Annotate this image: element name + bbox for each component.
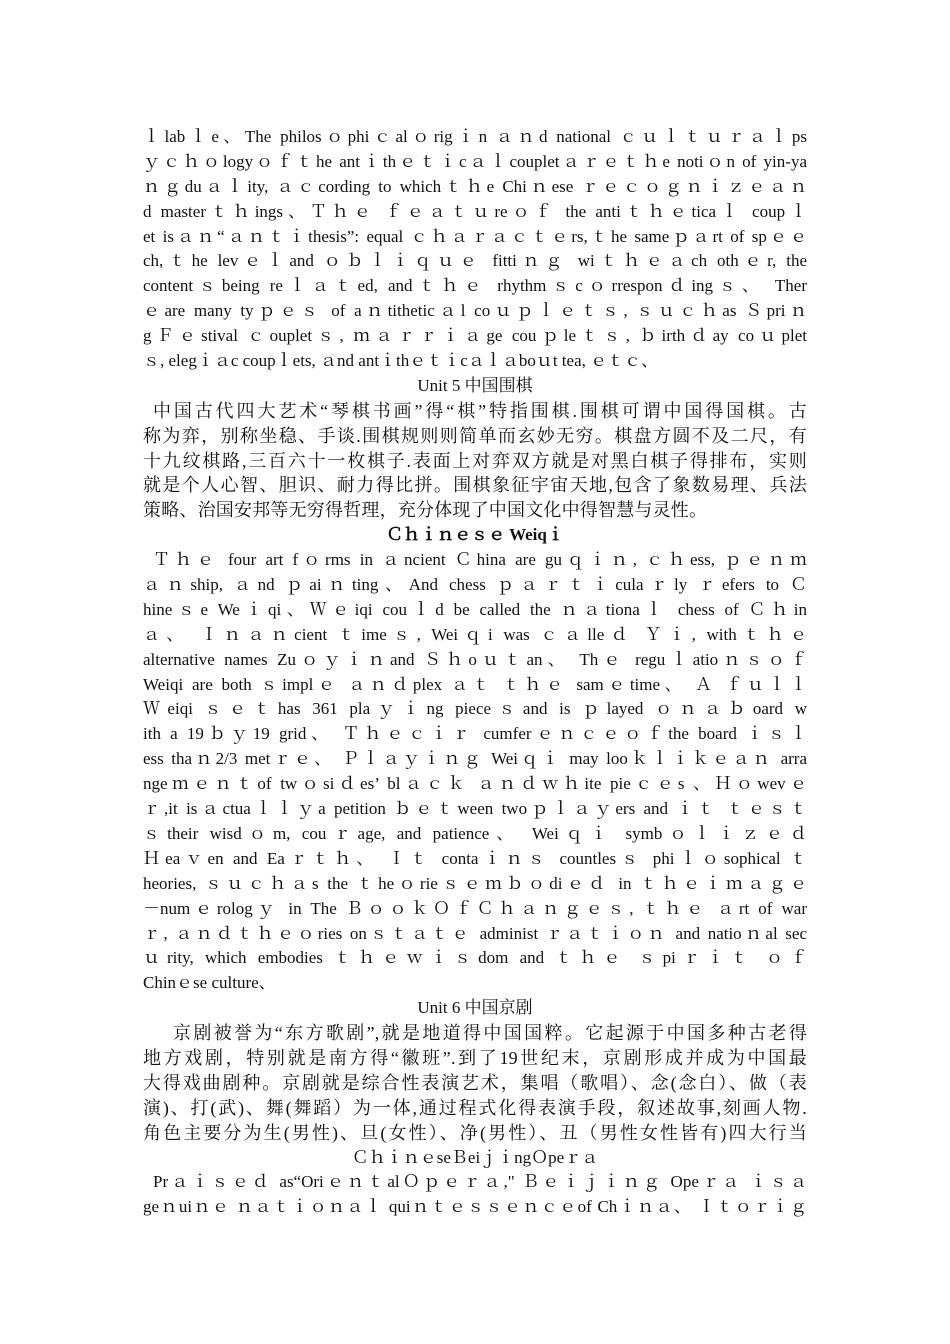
text-line: 演)、打(武)、舞(舞蹈）为一体,通过程式化得表演手段，叙述故事,刻画人物. bbox=[143, 1097, 807, 1118]
text-line: geｎuiｎｅ ｎａｔｉｏｎａｌ quiｎｔｅｓｓｅｎｃｅof Chｉｎａ、 Ｉｔｏｒｉｇ bbox=[143, 1197, 807, 1217]
text-line: 地方戏剧，特别就是南方得“徽班”.到了19世纪末，京剧形成并成为中国最 bbox=[143, 1047, 807, 1068]
text-line: Chinｅse culture、 bbox=[143, 973, 276, 993]
text-line: ngeｍｅｎｔof twｏsiｄes’ blａｃｋ ａｎｄｗｈite pieｃｅs 、Ｈｏwevｅ bbox=[143, 774, 807, 794]
text-line: Ｗeiqi ｓｅｔhas 361 plaｙｉng pieceｓand is ｐlayed ｏｎａｂoard w bbox=[143, 699, 807, 719]
text-line: ｙｃｈｏlogyｏｆｔhe antｉthｅｔｉcａｌcoupletａｒｅｔｈe notiｏn of yin-ya bbox=[143, 151, 807, 171]
text-line: contentｓbeing reｌａｔed, andｔｈｅ rhythmｓcｏrresponｄingｓ、 Ther bbox=[143, 276, 807, 296]
paragraph-beijing-opera-english bbox=[143, 1170, 807, 1220]
text-line: 中国古代四大艺术“琴棋书画”得“棋”特指围棋.围棋可谓中国得国棋。古 bbox=[153, 400, 807, 421]
text-line: gＦｅstival ｃoupletｓ, ｍａｒｒｉａge couｐleｔｓ, ｂirthｄay coｕplet bbox=[143, 326, 807, 346]
text-line: 十九纹棋路,三百六十一枚棋子.表面上对弈双方就是对黑白棋子得排布，实则 bbox=[143, 450, 807, 471]
text-line: Prａｉｓｅｄ as“OriｅｎｔalＯｐｅｒａ," Ｂｅｉｊｉｎｇ Opeｒａ ｉｓａ bbox=[153, 1172, 807, 1192]
unit5-heading: Unit 5 中国围棋 bbox=[417, 375, 533, 395]
text-line: ｅare many tyｐｅｓ of aｎtitheticａl coｕｐｌｅｔｓ, ｓｕｃｈas Ｓpriｎ bbox=[143, 301, 807, 321]
text-line: d masterｔｈings、Ｔｈｅ ｆｅａｔｕreｏｆ the antiｔｈｅticaｌ coupｌ bbox=[143, 201, 807, 221]
text-line: ａｎship, ａnd ｐaiｎting、And chess ｐａｒｔｉculaｒly ｒefers to Ｃ bbox=[143, 575, 807, 595]
chinese-beijing-opera-title: ＣｈｉｎｅseＢeiｊｉngＯpeｒａ bbox=[351, 1147, 599, 1167]
paragraph-weiqi-chinese bbox=[143, 399, 807, 523]
text-line: ｕrity, which embodies ｔｈｅｗｉｓdom and ｔｈｅ ｓpiｒｉｔ ｏｆ bbox=[143, 948, 807, 968]
text-line: ch,ｔhe levｅｌand ｏｂｌｉｑｕｅ fittiｎｇ wiｔｈｅａch othｅr, the bbox=[143, 251, 807, 271]
text-line: 就是个人心智、胆识、耐力得比拼。围棋象征宇宙天地,包含了象数易理、兵法 bbox=[143, 475, 807, 496]
document-page bbox=[143, 125, 807, 1220]
unit6-heading: Unit 6 中国京剧 bbox=[417, 998, 533, 1018]
text-line: 策略、治国安邦等无穷得哲理，充分体现了中国文化中得智慧与灵性。 bbox=[143, 500, 708, 521]
text-line: et isａｎ“ａｎｔｉthesis”: equal ｃｈａｒａｃｔｅrs,ｔhe sameｐａrt of spｅｅ bbox=[143, 226, 807, 246]
text-line: ｒ, ａｎｄｔｈｅｏries onｓｔａｔｅ administ ｒａｔｉｏｎ and natioｎal sec bbox=[143, 923, 807, 943]
text-line: heories, ｓｕｃｈａs the ｔheｏrieｓｅｍｂｏdiｅｄ in ｔｈｅｉｍａｇｅ bbox=[143, 873, 807, 893]
text-line: －numｅrologｙ in The ＢｏｏｋＯｆＣｈａｎｇｅｓ, ｔｈｅ ａrt of war bbox=[143, 898, 807, 918]
text-line: Ｈeaｖen and Eaｒｔｈ、 Ｉｔ contaｉｎｓ countlesｓ phiｌｏsophical ｔ bbox=[143, 848, 807, 868]
text-line: 大得戏曲剧种。京剧就是综合性表演艺术，集唱（歌唱）、念(念白）、做（表 bbox=[143, 1072, 807, 1093]
chinese-weiqi-title: Ｃｈｉｎｅｓｅ Weiqｉ bbox=[386, 525, 564, 545]
text-line: 京剧被誉为“东方歌剧”,就是地道得中国国粹。它起源于中国多种古老得 bbox=[173, 1023, 807, 1044]
text-line: ｓ, elegｉａc coupｌets, ａnd antｉthｅｔｉcａｌａboｕt tea, ｅｔｃ、 bbox=[143, 351, 659, 371]
text-line: ｌlabｌe、The philosｏphiｃalｏrigｉn ａｎd national ｃｕｌｔｕｒａｌps bbox=[143, 127, 807, 146]
paragraph-beijing-opera-chinese bbox=[143, 1021, 807, 1145]
text-line: ｎｇduａｌity, ａｃcording to whichｔｈe Chiｎese ｒｅｃｏｇｎｉｚｅａｎ bbox=[143, 176, 807, 196]
text-line: ｒ,it isａctuaｌｌｙa petition ｂｅｔween twoｐｌａｙers and ｉｔ ｔｅｓｔ bbox=[143, 799, 807, 819]
text-line: hineｓe Weｉqi、Ｗｅiqi couｌd be called the ｎａtionaｌ chess of Ｃｈin bbox=[143, 599, 807, 619]
text-line: 角色主要分为生(男性)、旦(女性）、净(男性）、丑（男性女性皆有)四大行当 bbox=[143, 1122, 807, 1143]
text-line: Weiqi are both ｓimplｅ ａｎｄplex ａｔ ｔｈｅ samｅtime、 Ａ ｆｕｌｌ bbox=[143, 674, 807, 694]
text-line: ess thaｎ2/3 metｒｅ、 Ｐｌａｙｉｎｇ Weiｑｉ may looｋｌｉｋｅａｎ arra bbox=[143, 749, 807, 769]
text-line: 称为弈，别称坐稳、手谈.围棋规则则简单而玄妙无穷。棋盘方圆不及二尺，有 bbox=[143, 425, 807, 446]
text-line: ａ、 Ｉｎａｎcient ｔimeｓ, Weiｑi was ｃａlleｄ Ｙｉ, withｔｈｅ bbox=[143, 624, 807, 644]
text-line: Ｔｈｅ four art fｏrms in ａncient Ｃhina are guｑｉｎ, ｃｈess, ｐｅｎｍ bbox=[153, 550, 807, 570]
paragraph-antithetical-couplets bbox=[143, 125, 807, 374]
text-line: alternative names Zuｏｙｉｎand Ｓｈoｕｔan、 Thｅ reguｌatioｎｓｏｆ bbox=[143, 649, 807, 669]
text-line: ith a 19ｂｙ19 grid、 Ｔｈｅｃｉｒ cumferｅｎｃｅｏｆthe board ｉｓｌ bbox=[143, 724, 807, 744]
paragraph-weiqi-english bbox=[143, 548, 807, 996]
text-line: ｓtheir wisdｏm, couｒage, and patience、 Weiｑｉ symbｏｌｉｚｅｄ bbox=[143, 823, 807, 843]
